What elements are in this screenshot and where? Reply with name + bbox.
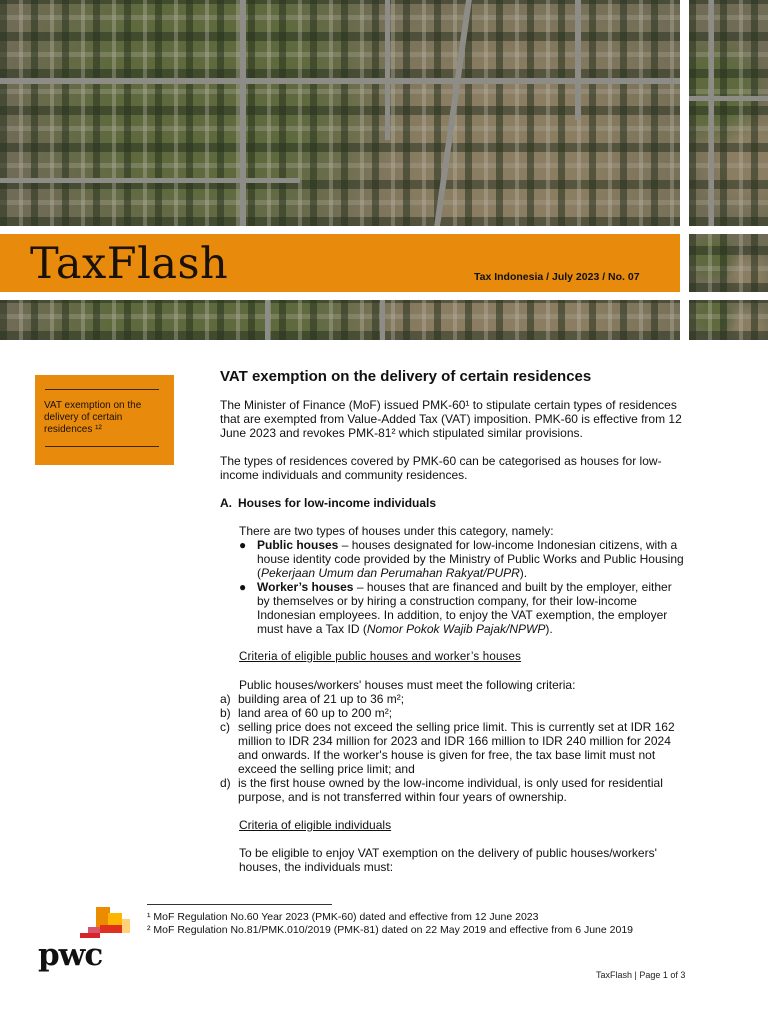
banner-aerial-photo-right [689,234,768,292]
article-body [220,368,685,874]
list-item [239,580,685,636]
header-aerial-photo-right [689,0,768,226]
article-title: VAT exemption on the delivery of certain residences [220,368,592,385]
page-footer: TaxFlash | Page 1 of 3 [596,970,686,980]
list-item: d) is the first house owned by the low-income individual, is only used for residential purpose, and is not transferred within four years of ownership. [220,776,663,804]
footnote-divider [147,904,332,905]
lower-aerial-photo [0,300,680,340]
paragraph-categories: The types of residences covered by PMK-60 can be categorised as houses for low-income individuals and community residences. [220,454,662,482]
house-types-intro: There are two types of houses under this category, namely: [239,524,554,538]
sidebar-rule-top [45,389,159,390]
pwc-wordmark: pwc [38,937,103,973]
section-a-heading [220,496,685,510]
brand-title: TaxFlash [30,239,229,289]
list-item-text: Public houses – houses designated for low-income Indonesian citizens, with a house identity code provided by the Ministry of Public Works and Public Housing (Pekerjaan Umum dan Perumahan Rakyat/PUPR). [257,538,684,580]
section-letter: A. [220,496,232,510]
list-item: b) land area of 60 up to 200 m²; [220,706,393,720]
bullet-icon: ● [239,580,247,594]
criteria-intro: Public houses/workers' houses must meet the following criteria: [239,678,576,692]
lower-aerial-photo-right [689,300,768,340]
sidebar-summary-text: VAT exemption on the delivery of certain residences ¹² [44,400,142,435]
sidebar-rule-bottom [45,446,159,447]
list-item: a) building area of 21 up to 36 m²; [220,692,405,706]
sidebar-summary-box [35,375,174,465]
section-title: Houses for low-income individuals [238,496,437,510]
list-item: c) selling price does not exceed the selling price limit. This is currently set at IDR 162 million to IDR 234 million for 2023 and IDR 166 million to IDR 240 million for 2024 and onwards. If the worker's house is given for free, the tax base limit must not exceed the selling price limit; and [220,720,675,776]
footnote-2: ² MoF Regulation No.81/PMK.010/2019 (PMK-81) dated on 22 May 2019 and effective from 6 June 2019 [147,924,634,936]
individuals-intro: To be eligible to enjoy VAT exemption on the delivery of public houses/workers' houses, the individuals must: [239,846,657,874]
footnote-1: ¹ MoF Regulation No.60 Year 2023 (PMK-60) dated and effective from 12 June 2023 [147,911,539,923]
bullet-icon: ● [239,538,247,552]
section-a-body [220,524,685,874]
paragraph-intro: The Minister of Finance (MoF) issued PMK-60¹ to stipulate certain types of residences that are exempted from Value-Added Tax (VAT) imposition. PMK-60 is effective from 12 June 2023 and revokes PMK-81² which stipulated similar provisions. [220,398,682,440]
header-aerial-photo [0,0,680,226]
issue-info: Tax Indonesia / July 2023 / No. 07 [474,271,640,283]
list-item-text: Worker’s houses – houses that are financed and built by the employer, either by themselves or by hiring a construction company, for their low-income Indonesian employees. In addition, to enjoy the VAT exemption, the employer must have a Tax ID (Nomor Pokok Wajib Pajak/NPWP). [257,580,672,636]
criteria-individuals-heading: Criteria of eligible individuals [239,818,392,832]
list-item [239,538,685,580]
criteria-houses-heading: Criteria of eligible public houses and worker’s houses [239,651,522,663]
